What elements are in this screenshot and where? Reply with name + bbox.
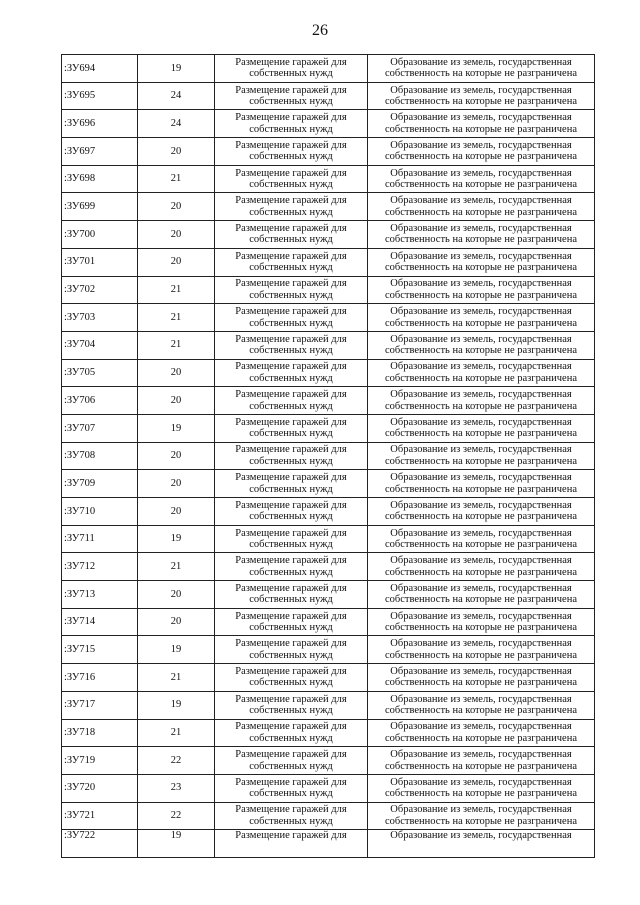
plot-id-cell: :ЗУ706 [62, 387, 138, 415]
permitted-use-cell [215, 498, 368, 526]
table-row [62, 581, 595, 609]
permitted-use-line-2: собственных нужд [249, 123, 333, 135]
permitted-use-line-2: собственных нужд [249, 317, 333, 329]
permitted-use-line-2: собственных нужд [249, 345, 333, 357]
plot-id-cell: :ЗУ720 [62, 774, 138, 802]
formation-note-cell [368, 581, 595, 609]
plot-id-cell: :ЗУ715 [62, 636, 138, 664]
formation-note-line-1: Образование из земель, государственная [390, 389, 572, 401]
plot-area-cell: 20 [138, 221, 215, 249]
formation-note-line-2: собственность на которые не разграничена [385, 345, 577, 357]
formation-note-line-1: Образование из земель, государственная [390, 222, 572, 234]
permitted-use-line-1: Размещение гаражей для [235, 776, 347, 788]
formation-note-cell [368, 553, 595, 581]
permitted-use-line-2: собственных нужд [249, 234, 333, 246]
formation-note-line-2: собственность на которые не разграничена [385, 677, 577, 689]
permitted-use-line-2: собственных нужд [249, 400, 333, 412]
permitted-use-line-2: собственных нужд [249, 732, 333, 744]
plot-area-cell: 21 [138, 276, 215, 304]
formation-note-cell [368, 110, 595, 138]
table-row [62, 553, 595, 581]
table-row [62, 165, 595, 193]
formation-note-line-2: собственность на которые не разграничена [385, 511, 577, 523]
formation-note-cell [368, 636, 595, 664]
land-plots-table [61, 54, 595, 858]
permitted-use-cell [215, 802, 368, 830]
plot-area-cell: 20 [138, 138, 215, 166]
formation-note-line-1: Образование из земель, государственная [390, 306, 572, 318]
permitted-use-line-1: Размещение гаражей для [235, 56, 347, 68]
formation-note-line-1: Образование из земель, государственная [390, 56, 572, 68]
table-row [62, 470, 595, 498]
plot-id-cell: :ЗУ708 [62, 442, 138, 470]
formation-note-line-2: собственность на которые не разграничена [385, 566, 577, 578]
permitted-use-cell [215, 221, 368, 249]
plot-id-cell: :ЗУ712 [62, 553, 138, 581]
permitted-use-line-1: Размещение гаражей для [235, 306, 347, 318]
formation-note-cell [368, 802, 595, 830]
permitted-use-line-2: собственных нужд [249, 483, 333, 495]
plot-id-cell: :ЗУ697 [62, 138, 138, 166]
formation-note-line-1: Образование из земель, государственная [390, 721, 572, 733]
permitted-use-line-1: Размещение гаражей для [235, 610, 347, 622]
plot-area-cell: 21 [138, 719, 215, 747]
permitted-use-cell [215, 331, 368, 359]
permitted-use-line-2: собственных нужд [249, 179, 333, 191]
permitted-use-line-2: собственных нужд [249, 151, 333, 163]
permitted-use-line-1: Размещение гаражей для [235, 167, 347, 179]
permitted-use-line-2: собственных нужд [249, 262, 333, 274]
formation-note-line-1: Образование из земель, государственная [390, 499, 572, 511]
permitted-use-cell [215, 387, 368, 415]
permitted-use-cell [215, 248, 368, 276]
permitted-use-line-1: Размещение гаражей для [235, 416, 347, 428]
permitted-use-line-1: Размещение гаражей для [235, 278, 347, 290]
plot-id-cell: :ЗУ717 [62, 691, 138, 719]
plot-id-cell: :ЗУ694 [62, 55, 138, 83]
permitted-use-cell [215, 414, 368, 442]
plot-id-cell: :ЗУ716 [62, 664, 138, 692]
permitted-use-line-1: Размещение гаражей для [235, 499, 347, 511]
permitted-use-line-2: собственных нужд [249, 594, 333, 606]
plot-id-cell: :ЗУ718 [62, 719, 138, 747]
formation-note-cell [368, 691, 595, 719]
formation-note-line-1: Образование из земель, государственная [390, 555, 572, 567]
plot-id-cell: :ЗУ714 [62, 608, 138, 636]
formation-note-line-1: Образование из земель, государственная [390, 167, 572, 179]
table-row [62, 221, 595, 249]
formation-note-line-1: Образование из земель, государственная [390, 638, 572, 650]
permitted-use-line-1: Размещение гаражей для [235, 444, 347, 456]
formation-note-line-2: собственность на которые не разграничена [385, 622, 577, 634]
formation-note-cell [368, 276, 595, 304]
table-row [62, 719, 595, 747]
permitted-use-line-1: Размещение гаражей для [235, 721, 347, 733]
permitted-use-line-2: собственных нужд [249, 68, 333, 80]
permitted-use-line-2: собственных нужд [249, 372, 333, 384]
formation-note-line-1: Образование из земель, государственная [390, 776, 572, 788]
formation-note-cell [368, 165, 595, 193]
plot-id-cell: :ЗУ703 [62, 304, 138, 332]
permitted-use-cell [215, 193, 368, 221]
table-row [62, 304, 595, 332]
plot-id-cell: :ЗУ695 [62, 82, 138, 110]
permitted-use-line-1: Размещение гаражей для [235, 665, 347, 677]
formation-note-line-1: Образование из земель, государственная [390, 804, 572, 816]
permitted-use-cell [215, 304, 368, 332]
permitted-use-cell [215, 55, 368, 83]
formation-note-cell [368, 387, 595, 415]
permitted-use-line-1: Размещение гаражей для [235, 84, 347, 96]
permitted-use-line-1: Размещение гаражей для [235, 638, 347, 650]
page-number: 26 [312, 22, 328, 39]
formation-note-cell [368, 221, 595, 249]
formation-note-line-1: Образование из земель, государственная [390, 112, 572, 124]
plot-area-cell: 20 [138, 608, 215, 636]
table-row [62, 82, 595, 110]
formation-note-line-2: собственность на которые не разграничена [385, 96, 577, 108]
permitted-use-line-2: собственных нужд [249, 539, 333, 551]
permitted-use-cell [215, 138, 368, 166]
plot-area-cell: 19 [138, 636, 215, 664]
formation-note-line-1: Образование из земель, государственная [390, 665, 572, 677]
plot-area-cell: 22 [138, 802, 215, 830]
permitted-use-cell [215, 830, 368, 858]
formation-note-cell [368, 442, 595, 470]
permitted-use-line-2: собственных нужд [249, 206, 333, 218]
permitted-use-cell [215, 581, 368, 609]
table-row [62, 276, 595, 304]
permitted-use-line-1: Размещение гаражей для [235, 804, 347, 816]
formation-note-line-1: Образование из земель, государственная [390, 693, 572, 705]
formation-note-line-2: собственность на которые не разграничена [385, 400, 577, 412]
plot-id-cell: :ЗУ713 [62, 581, 138, 609]
permitted-use-line-2: собственных нужд [249, 566, 333, 578]
plot-area-cell: 20 [138, 470, 215, 498]
table-row [62, 608, 595, 636]
formation-note-line-1: Образование из земель, государственная [390, 416, 572, 428]
plot-area-cell: 21 [138, 664, 215, 692]
permitted-use-line-1: Размещение гаражей для [235, 361, 347, 373]
formation-note-cell [368, 193, 595, 221]
permitted-use-line-1: Размещение гаражей для [235, 693, 347, 705]
formation-note-line-1: Образование из земель, государственная [390, 84, 572, 96]
plot-area-cell: 23 [138, 774, 215, 802]
permitted-use-line-2: собственных нужд [249, 289, 333, 301]
permitted-use-line-1: Размещение гаражей для [235, 749, 347, 761]
plot-area-cell: 20 [138, 193, 215, 221]
table-row [62, 331, 595, 359]
table-row [62, 138, 595, 166]
permitted-use-line-1: Размещение гаражей для [235, 830, 347, 842]
table-row [62, 414, 595, 442]
formation-note-line-2: собственность на которые не разграничена [385, 289, 577, 301]
plot-area-cell: 24 [138, 82, 215, 110]
formation-note-line-2: собственность на которые не разграничена [385, 372, 577, 384]
formation-note-line-2: собственность на которые не разграничена [385, 234, 577, 246]
formation-note-cell [368, 525, 595, 553]
plot-id-cell: :ЗУ699 [62, 193, 138, 221]
formation-note-line-2: собственность на которые не разграничена [385, 788, 577, 800]
formation-note-cell [368, 470, 595, 498]
permitted-use-cell [215, 82, 368, 110]
formation-note-line-1: Образование из земель, государственная [390, 139, 572, 151]
permitted-use-cell [215, 747, 368, 775]
permitted-use-cell [215, 165, 368, 193]
permitted-use-line-1: Размещение гаражей для [235, 250, 347, 262]
permitted-use-line-2: собственных нужд [249, 511, 333, 523]
plot-id-cell: :ЗУ704 [62, 331, 138, 359]
formation-note-line-2: собственность на которые не разграничена [385, 151, 577, 163]
plot-area-cell: 21 [138, 331, 215, 359]
permitted-use-line-2: собственных нужд [249, 96, 333, 108]
formation-note-line-1: Образование из земель, государственная [390, 472, 572, 484]
permitted-use-line-2: собственных нужд [249, 428, 333, 440]
formation-note-line-1: Образование из земель, государственная [390, 333, 572, 345]
table-row [62, 442, 595, 470]
table-row [62, 830, 595, 858]
formation-note-cell [368, 138, 595, 166]
plot-area-cell: 19 [138, 691, 215, 719]
plot-area-cell: 19 [138, 830, 215, 858]
formation-note-line-2: собственность на которые не разграничена [385, 428, 577, 440]
formation-note-line-1: Образование из земель, государственная [390, 361, 572, 373]
table-row [62, 387, 595, 415]
plot-area-cell: 24 [138, 110, 215, 138]
permitted-use-cell [215, 774, 368, 802]
plot-id-cell: :ЗУ709 [62, 470, 138, 498]
formation-note-line-2: собственность на которые не разграничена [385, 317, 577, 329]
plot-id-cell: :ЗУ702 [62, 276, 138, 304]
plot-area-cell: 20 [138, 248, 215, 276]
formation-note-cell [368, 55, 595, 83]
permitted-use-line-2: собственных нужд [249, 649, 333, 661]
permitted-use-cell [215, 110, 368, 138]
formation-note-line-1: Образование из земель, государственная [390, 610, 572, 622]
table-row [62, 498, 595, 526]
permitted-use-cell [215, 525, 368, 553]
formation-note-cell [368, 608, 595, 636]
formation-note-line-2: собственность на которые не разграничена [385, 206, 577, 218]
formation-note-cell [368, 248, 595, 276]
plot-area-cell: 21 [138, 165, 215, 193]
formation-note-line-1: Образование из земель, государственная [390, 749, 572, 761]
formation-note-line-2: собственность на которые не разграничена [385, 123, 577, 135]
formation-note-cell [368, 414, 595, 442]
permitted-use-line-1: Размещение гаражей для [235, 222, 347, 234]
table-row [62, 525, 595, 553]
formation-note-line-1: Образование из земель, государственная [390, 527, 572, 539]
formation-note-cell [368, 664, 595, 692]
permitted-use-line-2: собственных нужд [249, 788, 333, 800]
plot-area-cell: 20 [138, 442, 215, 470]
permitted-use-line-1: Размещение гаражей для [235, 139, 347, 151]
permitted-use-cell [215, 553, 368, 581]
formation-note-line-2: собственность на которые не разграничена [385, 68, 577, 80]
table-row [62, 193, 595, 221]
plot-area-cell: 20 [138, 359, 215, 387]
permitted-use-line-1: Размещение гаражей для [235, 389, 347, 401]
plot-id-cell: :ЗУ705 [62, 359, 138, 387]
formation-note-cell [368, 719, 595, 747]
permitted-use-line-2: собственных нужд [249, 677, 333, 689]
permitted-use-line-1: Размещение гаражей для [235, 195, 347, 207]
formation-note-cell [368, 498, 595, 526]
plot-id-cell: :ЗУ696 [62, 110, 138, 138]
plot-id-cell: :ЗУ722 [62, 830, 138, 858]
formation-note-cell [368, 830, 595, 858]
permitted-use-line-2: собственных нужд [249, 815, 333, 827]
permitted-use-cell [215, 359, 368, 387]
formation-note-cell [368, 331, 595, 359]
permitted-use-line-1: Размещение гаражей для [235, 333, 347, 345]
formation-note-cell [368, 82, 595, 110]
plot-id-cell: :ЗУ710 [62, 498, 138, 526]
plot-id-cell: :ЗУ700 [62, 221, 138, 249]
permitted-use-cell [215, 276, 368, 304]
table-row [62, 636, 595, 664]
permitted-use-cell [215, 719, 368, 747]
plot-id-cell: :ЗУ698 [62, 165, 138, 193]
formation-note-line-1: Образование из земель, государственная [390, 278, 572, 290]
permitted-use-line-1: Размещение гаражей для [235, 555, 347, 567]
formation-note-cell [368, 359, 595, 387]
table-row [62, 664, 595, 692]
permitted-use-line-2: собственных нужд [249, 622, 333, 634]
formation-note-line-1: Образование из земель, государственная [390, 444, 572, 456]
formation-note-line-2: собственность на которые не разграничена [385, 539, 577, 551]
formation-note-line-1: Образование из земель, государственная [390, 582, 572, 594]
permitted-use-line-2: собственных нужд [249, 455, 333, 467]
plot-area-cell: 22 [138, 747, 215, 775]
plot-id-cell: :ЗУ721 [62, 802, 138, 830]
permitted-use-line-1: Размещение гаражей для [235, 582, 347, 594]
plot-area-cell: 19 [138, 525, 215, 553]
permitted-use-cell [215, 664, 368, 692]
plot-area-cell: 19 [138, 414, 215, 442]
plot-area-cell: 20 [138, 387, 215, 415]
table-row [62, 691, 595, 719]
plot-id-cell: :ЗУ701 [62, 248, 138, 276]
formation-note-line-1: Образование из земель, государственная [390, 195, 572, 207]
formation-note-cell [368, 304, 595, 332]
table-body [62, 55, 595, 858]
permitted-use-line-1: Размещение гаражей для [235, 112, 347, 124]
permitted-use-cell [215, 470, 368, 498]
plot-area-cell: 21 [138, 304, 215, 332]
permitted-use-line-2: собственных нужд [249, 705, 333, 717]
table-row [62, 55, 595, 83]
plot-id-cell: :ЗУ707 [62, 414, 138, 442]
table-row [62, 774, 595, 802]
formation-note-cell [368, 747, 595, 775]
formation-note-line-2: собственность на которые не разграничена [385, 483, 577, 495]
table-row [62, 747, 595, 775]
permitted-use-line-2: собственных нужд [249, 760, 333, 772]
permitted-use-cell [215, 691, 368, 719]
plot-area-cell: 21 [138, 553, 215, 581]
plot-id-cell: :ЗУ719 [62, 747, 138, 775]
formation-note-line-1: Образование из земель, государственная [390, 250, 572, 262]
table-row [62, 802, 595, 830]
table-row [62, 248, 595, 276]
formation-note-line-2: собственность на которые не разграничена [385, 262, 577, 274]
formation-note-line-2: собственность на которые не разграничена [385, 705, 577, 717]
formation-note-line-2: собственность на которые не разграничена [385, 649, 577, 661]
formation-note-line-2: собственность на которые не разграничена [385, 732, 577, 744]
table-row [62, 359, 595, 387]
plot-area-cell: 20 [138, 498, 215, 526]
permitted-use-cell [215, 442, 368, 470]
plot-area-cell: 20 [138, 581, 215, 609]
formation-note-line-2: собственность на которые не разграничена [385, 760, 577, 772]
formation-note-line-2: собственность на которые не разграничена [385, 455, 577, 467]
plot-area-cell: 19 [138, 55, 215, 83]
permitted-use-line-1: Размещение гаражей для [235, 527, 347, 539]
permitted-use-cell [215, 608, 368, 636]
formation-note-line-2: собственность на которые не разграничена [385, 594, 577, 606]
formation-note-line-1: Образование из земель, государственная [390, 830, 572, 842]
formation-note-line-2: собственность на которые не разграничена [385, 179, 577, 191]
formation-note-cell [368, 774, 595, 802]
formation-note-line-2: собственность на которые не разграничена [385, 815, 577, 827]
permitted-use-line-1: Размещение гаражей для [235, 472, 347, 484]
permitted-use-cell [215, 636, 368, 664]
table-row [62, 110, 595, 138]
plot-id-cell: :ЗУ711 [62, 525, 138, 553]
